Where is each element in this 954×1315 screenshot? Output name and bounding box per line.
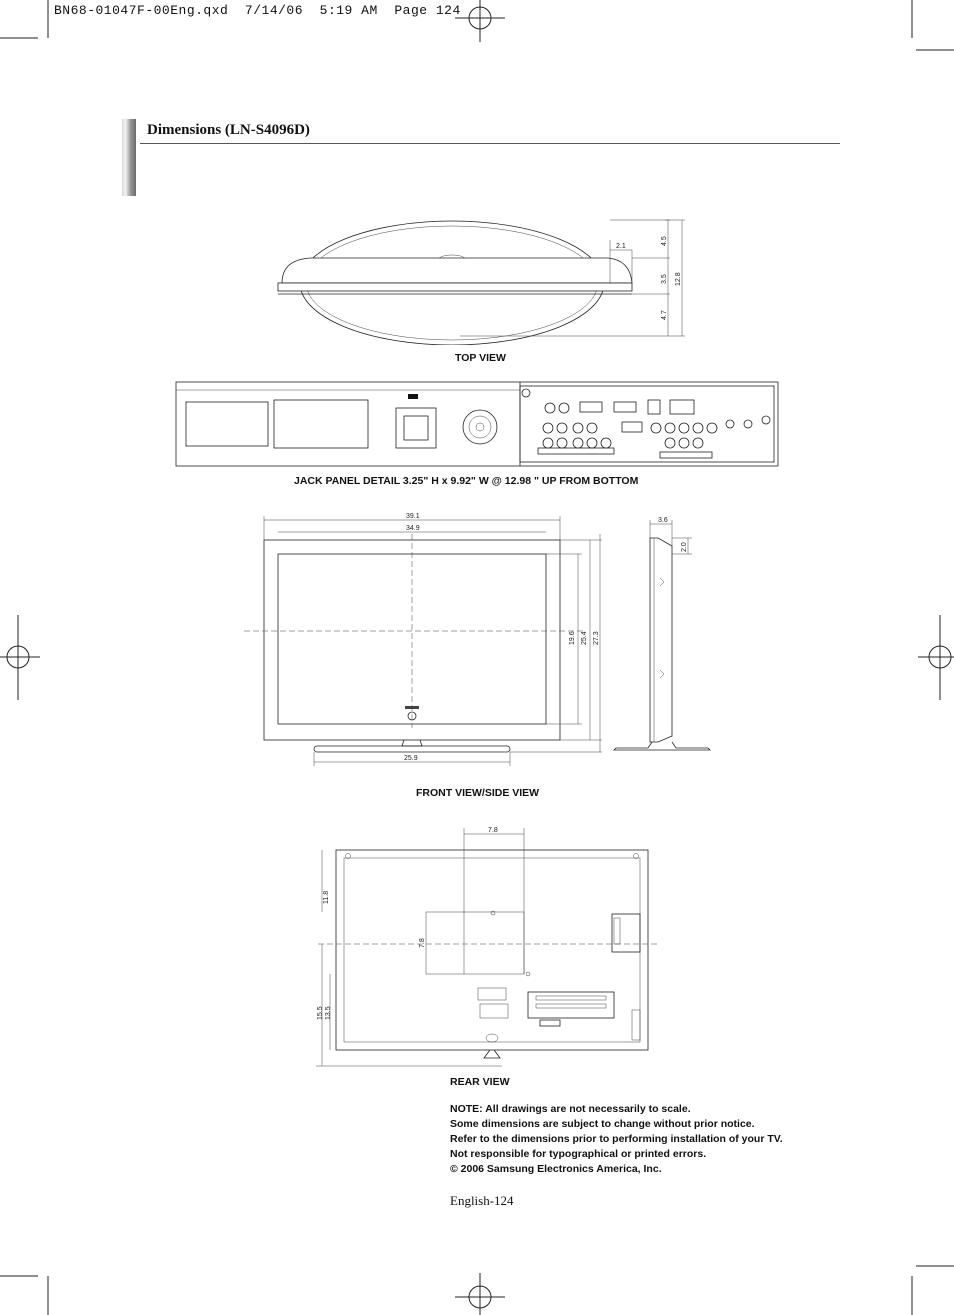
front-dim-width-total: 39.1 <box>406 513 420 520</box>
top-view-dim-lower: 4.7 <box>661 310 668 320</box>
front-dim-height-body: 25.4 <box>581 631 588 645</box>
front-side-view-drawing <box>240 510 720 770</box>
front-dim-stand-width: 25.9 <box>404 755 418 762</box>
side-dim-depth: 3.6 <box>658 517 668 524</box>
top-view-caption: TOP VIEW <box>455 352 506 364</box>
top-view-dim-middle: 3.5 <box>661 274 668 284</box>
note-line: Refer to the dimensions prior to performing installation of your TV. <box>450 1133 783 1145</box>
side-dim-top: 2.0 <box>681 542 688 552</box>
rear-view-drawing <box>314 822 664 1072</box>
rear-dim-bottom-total: 15.5 <box>317 1006 324 1020</box>
rear-dim-bottom-to-vesa: 13.5 <box>325 1006 332 1020</box>
jack-panel-caption: JACK PANEL DETAIL 3.25" H x 9.92" W @ 12.98 " UP FROM BOTTOM <box>294 475 639 487</box>
front-side-view-caption: FRONT VIEW/SIDE VIEW <box>416 787 540 799</box>
rear-view-caption: REAR VIEW <box>450 1076 510 1088</box>
top-view-dim-total: 12.8 <box>675 272 682 286</box>
section-title: Dimensions (LN-S4096D) <box>147 122 310 138</box>
note-line: Not responsible for typographical or printed errors. <box>450 1148 707 1160</box>
front-dim-width-screen: 34.9 <box>406 525 420 532</box>
note-line: © 2006 Samsung Electronics America, Inc. <box>450 1163 662 1175</box>
title-accent-bar <box>122 119 136 196</box>
note-line: NOTE: All drawings are not necessarily to scale. <box>450 1103 691 1115</box>
front-dim-height-screen: 19.6 <box>569 631 576 645</box>
jack-panel-drawing <box>174 380 782 470</box>
top-view-dim-upper: 4.5 <box>661 236 668 246</box>
top-view-drawing <box>270 210 700 345</box>
rear-dim-top-to-vesa: 11.8 <box>323 890 330 904</box>
rear-dim-vesa-width: 7.8 <box>488 827 498 834</box>
top-view-dim-width: 2.1 <box>616 243 626 250</box>
page-number: English-124 <box>450 1193 514 1208</box>
rear-dim-vesa-height: 7.8 <box>419 938 426 948</box>
notes-block <box>450 1102 783 1177</box>
file-slug: BN68-01047F-00Eng.qxd 7/14/06 5:19 AM Page 124 <box>54 3 461 18</box>
note-line: Some dimensions are subject to change without prior notice. <box>450 1118 755 1130</box>
title-rule <box>140 143 840 144</box>
front-dim-height-total: 27.3 <box>593 631 600 645</box>
